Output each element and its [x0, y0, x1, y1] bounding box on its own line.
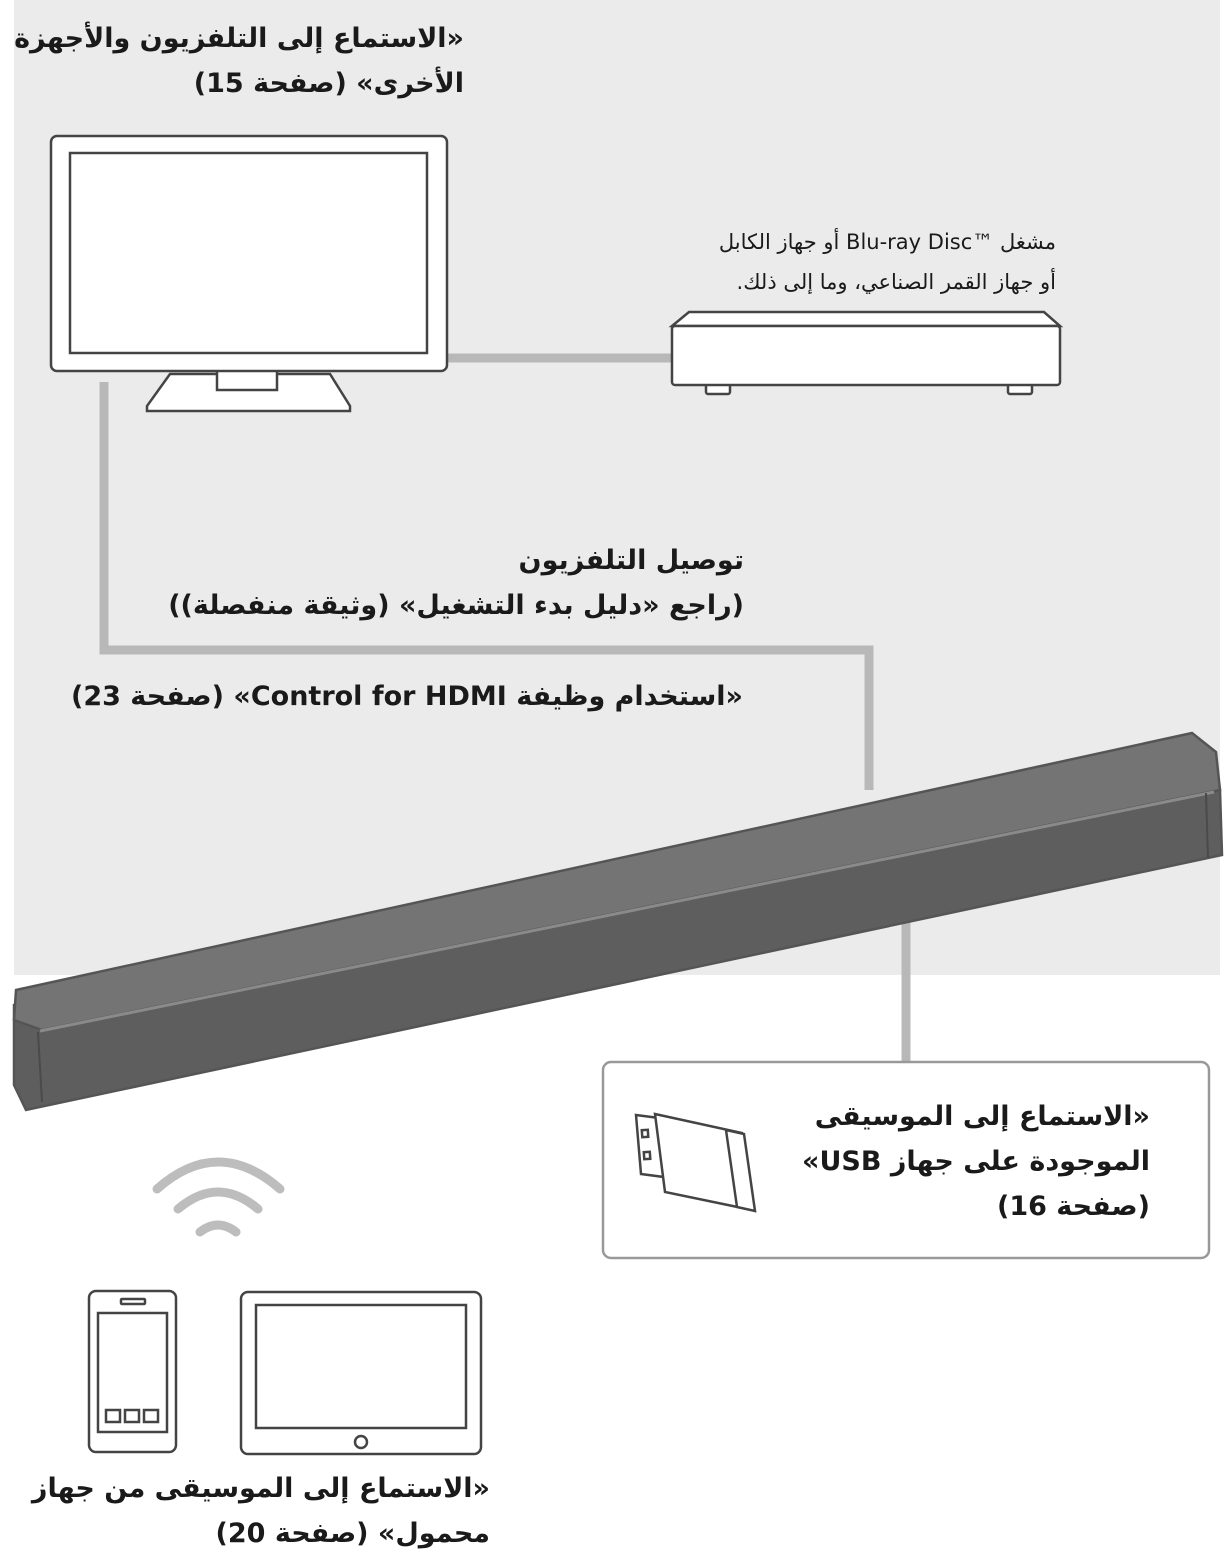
wifi-arc-inner	[200, 1225, 236, 1232]
hdmi-label	[71, 674, 743, 719]
tv-icon	[51, 136, 447, 411]
usb-label-suffix: »	[802, 1146, 820, 1177]
phone-app-3	[144, 1410, 158, 1422]
tv-screen	[70, 153, 427, 353]
wifi-icon	[157, 1162, 280, 1232]
wifi-arc-outer	[157, 1162, 280, 1189]
tv-label-line-1: «الاستماع إلى التلفزيون والأجهزة	[14, 23, 464, 54]
hdmi-label-prefix: «استخدام وظيفة	[516, 681, 743, 712]
player-body	[672, 326, 1060, 385]
player-label-suffix: أو جهاز الكابل	[718, 230, 840, 254]
blu-ray-player-icon	[672, 312, 1060, 394]
phone-app-1	[106, 1410, 120, 1422]
player-label	[719, 222, 1056, 302]
tv-label	[14, 16, 464, 106]
mobile-label-line-2: محمول» (صفحة 20)	[215, 1518, 490, 1549]
hdmi-label-brand: Control for HDMI	[250, 681, 507, 712]
wifi-arc-middle	[178, 1192, 258, 1209]
player-label-line-1	[719, 222, 1056, 262]
player-label-line-2: أو جهاز القمر الصناعي، وما إلى ذلك.	[736, 270, 1056, 294]
mobile-label	[32, 1466, 490, 1556]
usb-label-line-2	[802, 1139, 1150, 1184]
tv-connection-label-line-1: توصيل التلفزيون	[518, 545, 744, 576]
hdmi-label-suffix: » (صفحة 23)	[70, 681, 251, 712]
player-label-brand: Blu-ray Disc™	[846, 230, 994, 254]
phone-speaker	[121, 1299, 145, 1304]
tv-connection-label	[168, 538, 744, 628]
usb-label-line-1: «الاستماع إلى الموسيقى	[814, 1101, 1150, 1132]
mobile-label-line-1: «الاستماع إلى الموسيقى من جهاز	[31, 1473, 490, 1504]
tv-label-line-2: الأخرى» (صفحة 15)	[193, 68, 464, 99]
tablet-icon	[241, 1292, 481, 1454]
usb-pin-1	[642, 1130, 648, 1137]
usb-label-prefix: الموجودة على جهاز	[890, 1146, 1150, 1177]
player-label-prefix: مشغل	[999, 230, 1056, 254]
usb-label-line-3: (صفحة 16)	[996, 1191, 1150, 1222]
tv-connection-label-line-2: (راجع «دليل بدء التشغيل» (وثيقة منفصلة))	[168, 590, 744, 621]
tablet-home-button	[355, 1436, 367, 1448]
usb-pin-2	[644, 1152, 650, 1159]
usb-label	[802, 1094, 1150, 1229]
phone-app-2	[125, 1410, 139, 1422]
smartphone-icon	[89, 1291, 176, 1452]
player-top	[672, 312, 1060, 326]
usb-label-brand: USB	[819, 1146, 882, 1177]
tablet-screen	[256, 1305, 466, 1428]
